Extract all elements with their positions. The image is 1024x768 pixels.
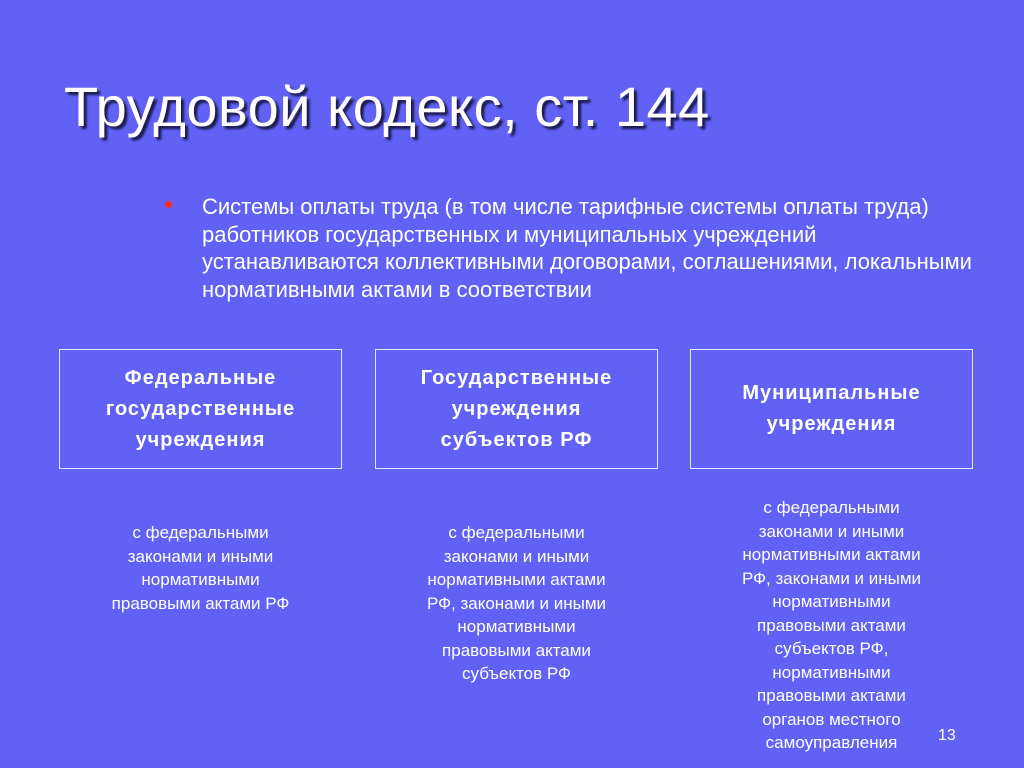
municipal-institutions-note: с федеральными законами и иными нормативными актами РФ, законами и иными нормативными правовыми актами субъектов РФ, нормативными правовыми актами органов местного самоуправления — [741, 498, 922, 752]
regional-institutions-note: с федеральными законами и иными нормативными актами РФ, законами и иными нормативными правовыми актами субъектов РФ — [426, 523, 607, 683]
municipal-institutions-box — [690, 349, 973, 469]
bullet-text: Системы оплаты труда (в том числе тарифные системы оплаты труда) работников государственных и муниципальных учреждений устанавливаются коллективными договорами, соглашениями, локальными нормативными актами в соответствии — [202, 194, 972, 302]
federal-institutions-note: с федеральными законами и иными нормативными правовыми актами РФ — [111, 523, 290, 613]
regional-institutions-box — [375, 349, 658, 469]
slide-title: Трудовой кодекс, ст. 144 — [64, 75, 710, 138]
page-number: 13 — [938, 727, 956, 744]
federal-institutions-heading: Федеральные государственные учреждения — [105, 366, 296, 451]
bullet-marker: • — [164, 189, 174, 219]
federal-institutions-box — [59, 349, 342, 469]
regional-institutions-heading: Государственные учреждения субъектов РФ — [420, 366, 613, 451]
municipal-institutions-heading: Муниципальные учреждения — [742, 382, 921, 435]
